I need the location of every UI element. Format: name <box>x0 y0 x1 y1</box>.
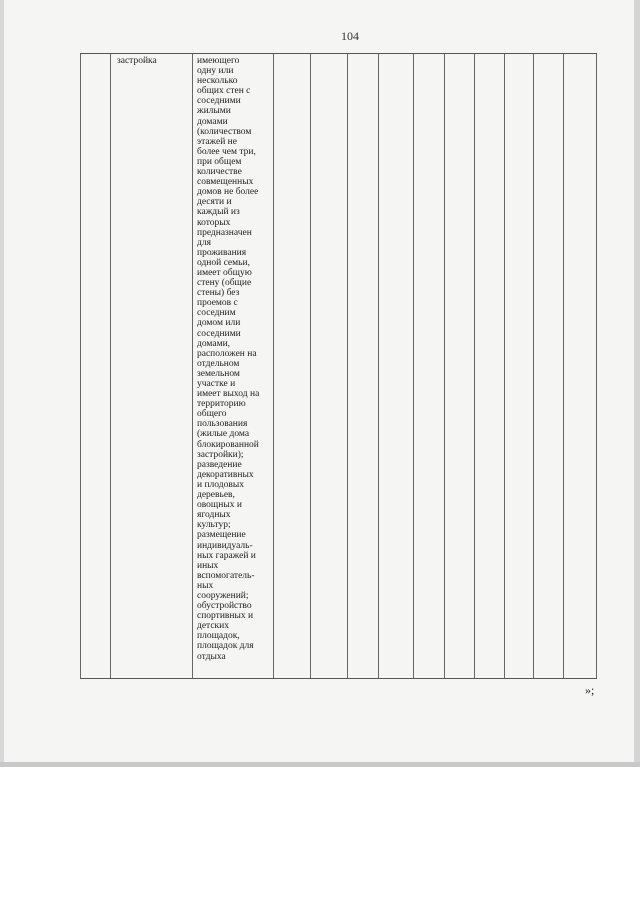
permitted-use-description: имеющего одну или несколько общих стен с соседними жилыми домами (количеством этажей не более чем три, при общем количестве совмещенных домов не более десяти и каждый из которых предназначен для проживания одной семьи, имеет общую стену (общие стены) без проемов с соседним домом или соседними домами, расположен на отдельном земельном участке и имеет выход на территорию общего пользования (жилые дома блокированной застройки); разведение декоративных и плодовых деревьев, овощных и ягодных культур; размещение индивидуаль- ных гаражей и иных вспомогатель- ных сооружений; обустройство спортивных и детских площадок, площадок для отдыха <box>197 56 260 662</box>
column-divider <box>444 54 445 678</box>
land-use-table <box>80 53 597 679</box>
column-divider <box>310 54 311 678</box>
column-divider <box>413 54 414 678</box>
page-number: 104 <box>341 29 359 43</box>
column-divider <box>533 54 534 678</box>
scan-edge-left <box>0 0 4 762</box>
column-divider <box>347 54 348 678</box>
scan-edge-right <box>634 0 640 762</box>
column-divider <box>192 54 193 678</box>
column-divider <box>504 54 505 678</box>
column-divider <box>378 54 379 678</box>
column-divider <box>563 54 564 678</box>
table-border-right <box>596 54 597 678</box>
zone-label-cell: застройка <box>117 56 157 66</box>
column-divider <box>110 54 111 678</box>
table-border-left <box>80 54 81 678</box>
column-divider <box>474 54 475 678</box>
closing-quote-mark: »; <box>585 683 595 697</box>
